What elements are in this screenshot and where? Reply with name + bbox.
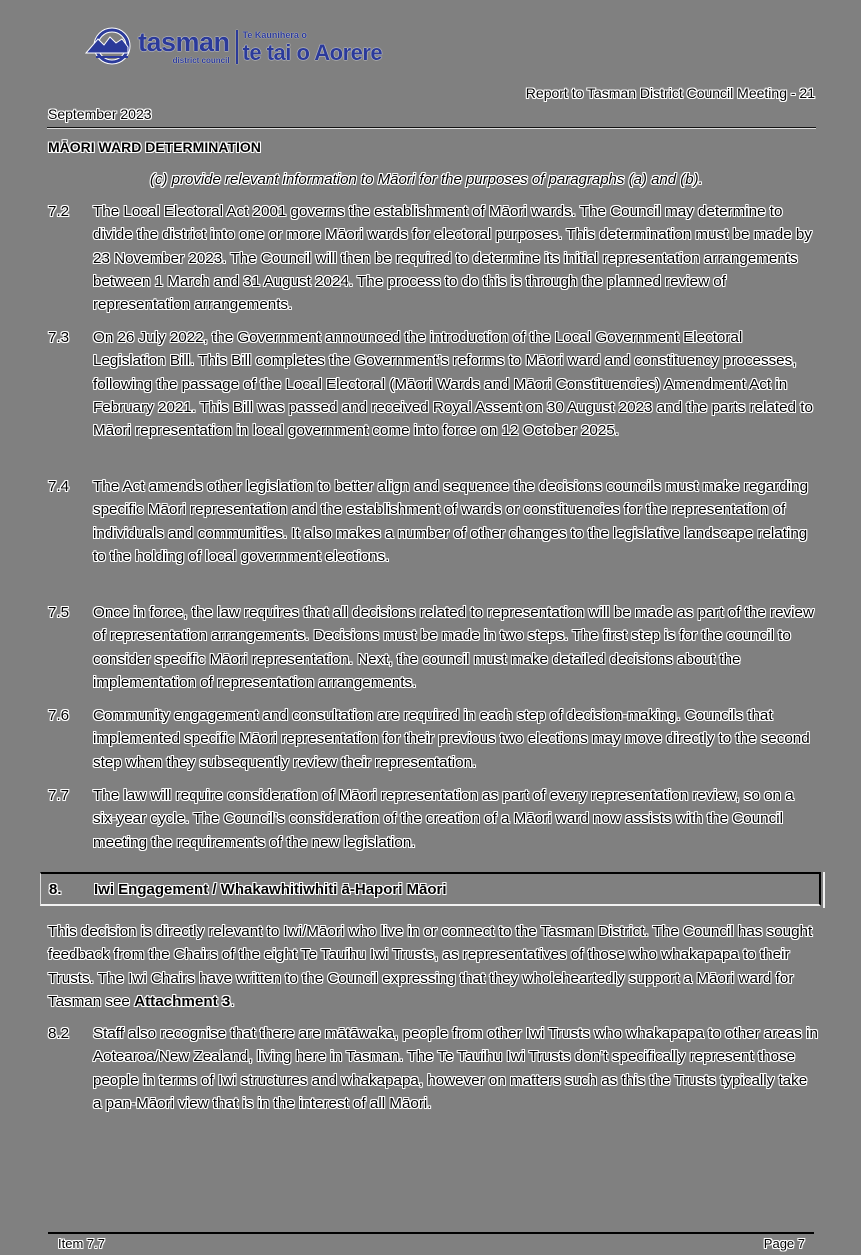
- logo-name: tasman: [138, 27, 230, 57]
- paragraph-7-4: [48, 475, 818, 568]
- section-title: Iwi Engagement / Whakawhitiwhiti ā-Hapori Māori: [94, 880, 447, 898]
- paragraph-text: Community engagement and consultation are required in each step of decision-making. Councils that implemented specific Māori representation for their previous two elections may move directly to the second step when they subsequently review their representation.: [93, 707, 810, 771]
- paragraph-7-2: [48, 200, 818, 316]
- paragraph-text: Once in force, the law requires that all decisions related to representation will be made as part of the review of representation arrangements. Decisions must be made in two steps. The first step is for the council to consider specific Māori representation. Next, the council must make detailed decisions about the implementation of representation arrangements.: [93, 604, 814, 691]
- subclause-c: (c) provide relevant information to Māori for the purposes of paragraphs (a) and (b).: [150, 171, 703, 188]
- paragraph-number: 7.2: [48, 203, 70, 220]
- paragraph-7-6: [48, 704, 818, 774]
- section-number: 8.: [49, 880, 62, 898]
- paragraph-text: The Local Electoral Act 2001 governs the establishment of Māori wards. The Council may determine to divide the district into one or more Māori wards for electoral purposes. This determination must be made by 23 November 2023. The Council will then be required to determine its initial representation arrangements between 1 March and 31 August 2024. The process to do this is through the planned review of representation arrangements.: [93, 203, 812, 314]
- paragraph-text: On 26 July 2022, the Government announced the introduction of the Local Government Electoral Legislation Bill. This Bill completes the Government’s reforms to Māori ward and constituency processes, following the passage of the Local Electoral (Māori Wards and Māori Constituencies) Amendment Act in February 2021. This Bill was passed and received Royal Assent on 30 August 2023 and the parts related to Māori representation in local government come into force on 12 October 2025.: [93, 329, 813, 440]
- report-header-line: Report to Tasman District Council Meeting - 21: [525, 85, 815, 101]
- paragraph-7-3: [48, 326, 818, 442]
- footer-item-label: Item 7.7: [58, 1236, 105, 1251]
- logo-divider: [236, 30, 238, 64]
- paragraph-number: 8.2: [48, 1025, 70, 1042]
- document-title: MĀORI WARD DETERMINATION: [48, 139, 261, 155]
- paragraph-number: 7.4: [48, 478, 70, 495]
- paragraph-number: 7.6: [48, 707, 70, 724]
- header-divider: [47, 127, 816, 129]
- logo-subname: district council: [172, 56, 230, 65]
- paragraph-text: Staff also recognise that there are mātāwaka, people from other Iwi Trusts who whakapapa to other areas in Aotearoa/New Zealand, living here in Tasman. The Te Tauihu Iwi Trusts don’t specifically represent those people in terms of Iwi structures and whakapapa, however on matters such as this the Trusts typically take a pan-Māori view that is in the interest of all Māori.: [93, 1025, 818, 1112]
- logo-maori-big: te tai o Aorere: [242, 39, 383, 65]
- logo-maori-small: Te Kaunihera o: [242, 29, 307, 40]
- paragraph-text: The Act amends other legislation to better align and sequence the decisions councils must make regarding specific Māori representation and the establishment of wards or constituencies for the representation of individuals and communities. It also makes a number of other changes to the legislative landscape relating to the holding of local government elections.: [93, 478, 809, 565]
- paragraph-8-2: [48, 1022, 818, 1115]
- paragraph-number: 7.5: [48, 604, 70, 621]
- paragraph-7-7: [48, 784, 818, 854]
- section-8-intro: [48, 920, 820, 1013]
- section-box-edge: [823, 872, 825, 908]
- paragraph-number: 7.7: [48, 787, 70, 804]
- footer-divider: [48, 1232, 814, 1234]
- footer-page-number: Page 7: [763, 1236, 805, 1251]
- paragraph-text: The law will require consideration of Māori representation as part of every representation review, so on a six-year cycle. The Council’s consideration of the creation of a Māori ward now assists with the Council meeting the requirements of the new legislation.: [93, 787, 794, 851]
- section-8-heading: [40, 872, 821, 906]
- council-logo: [84, 24, 382, 70]
- attachment-reference: Attachment 3: [134, 992, 231, 1010]
- paragraph-7-5: [48, 601, 818, 694]
- intro-end: .: [230, 992, 235, 1010]
- intro-text: This decision is directly relevant to Iwi/Māori who live in or connect to the Tasman District. The Council has sought feedback from the Chairs of the eight Te Tauihu Iwi Trusts, as representatives of those who whakapapa to their Trusts. The Iwi Chairs have written to the Council expressing that they wholeheartedly support a Māori ward for Tasman see: [48, 923, 813, 1010]
- report-date-line: September 2023: [48, 106, 152, 122]
- paragraph-number: 7.3: [48, 329, 70, 346]
- mountain-sun-icon: [84, 27, 136, 67]
